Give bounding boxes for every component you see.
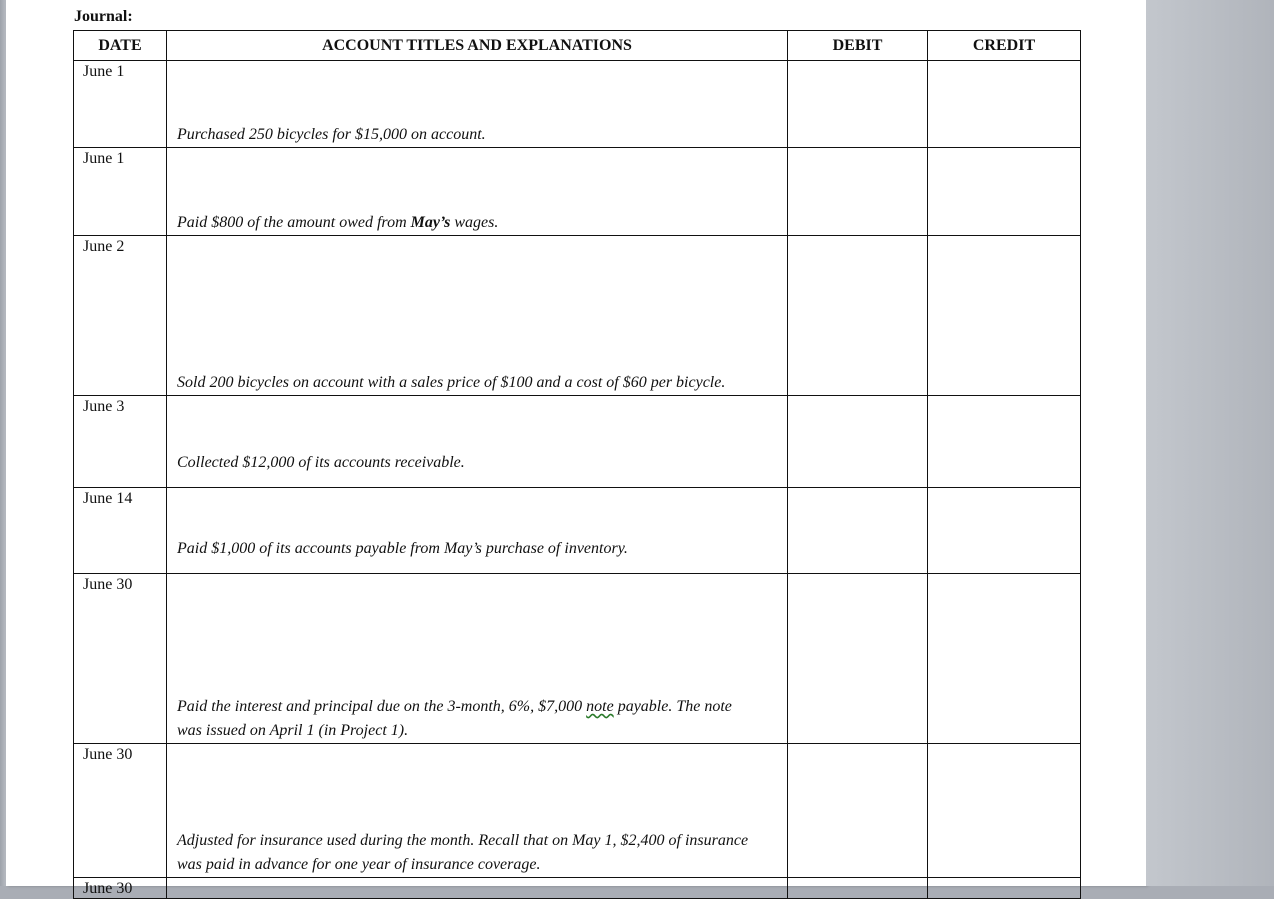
credit-cell[interactable] (928, 574, 1081, 744)
entry-description[interactable]: Purchased 250 bicycles for $15,000 on account. (167, 61, 788, 148)
journal-row (74, 744, 1081, 878)
credit-cell[interactable] (928, 744, 1081, 878)
credit-cell[interactable] (928, 148, 1081, 236)
credit-column-header: CREDIT (928, 31, 1081, 61)
entry-description[interactable] (167, 574, 788, 744)
debit-cell[interactable] (788, 148, 928, 236)
entry-description[interactable] (167, 148, 788, 236)
debit-cell[interactable] (788, 236, 928, 396)
entry-description[interactable]: Paid $1,000 of its accounts payable from May’s purchase of inventory. (167, 488, 788, 574)
entry-date: June 1 (74, 148, 167, 236)
journal-table (73, 30, 1081, 899)
credit-cell[interactable] (928, 488, 1081, 574)
account-column-header: ACCOUNT TITLES AND EXPLANATIONS (167, 31, 788, 61)
entry-description[interactable]: Sold 200 bicycles on account with a sales price of $100 and a cost of $60 per bicycle. (167, 236, 788, 396)
debit-cell[interactable] (788, 574, 928, 744)
journal-row (74, 488, 1081, 574)
entry-date: June 30 (74, 878, 167, 899)
spellcheck-flagged-word[interactable]: note (586, 698, 614, 715)
debit-cell[interactable] (788, 744, 928, 878)
entry-description[interactable] (167, 878, 788, 899)
credit-cell[interactable] (928, 236, 1081, 396)
entry-date: June 2 (74, 236, 167, 396)
entry-date: June 14 (74, 488, 167, 574)
journal-row (74, 396, 1081, 488)
credit-cell[interactable] (928, 878, 1081, 899)
debit-cell[interactable] (788, 61, 928, 148)
debit-cell[interactable] (788, 878, 928, 899)
description-text: Paid the interest and principal due on the 3-month, 6%, $7,000 (177, 698, 587, 715)
journal-row (74, 236, 1081, 396)
journal-row (74, 148, 1081, 236)
journal-row (74, 878, 1081, 899)
debit-cell[interactable] (788, 488, 928, 574)
entry-description[interactable]: Adjusted for insurance used during the month. Recall that on May 1, $2,400 of insurance was paid in advance for one year of insurance coverage. (167, 744, 788, 878)
entry-description[interactable]: Collected $12,000 of its accounts receivable. (167, 396, 788, 488)
description-text: payable. The note was issued on April 1 (in Project 1). (177, 698, 732, 739)
journal-row (74, 574, 1081, 744)
entry-date: June 1 (74, 61, 167, 148)
date-column-header: DATE (74, 31, 167, 61)
entry-date: June 30 (74, 744, 167, 878)
description-text: wages. (450, 214, 499, 231)
description-text: Paid $800 of the amount owed from (177, 214, 411, 231)
debit-cell[interactable] (788, 396, 928, 488)
document-page[interactable] (6, 0, 1146, 897)
entry-date: June 3 (74, 396, 167, 488)
journal-row (74, 61, 1081, 148)
description-bold-text: May’s (410, 214, 451, 231)
entry-date: June 30 (74, 574, 167, 744)
credit-cell[interactable] (928, 396, 1081, 488)
journal-header-row (74, 31, 1081, 61)
journal-heading: Journal: (74, 8, 133, 25)
window-background (1146, 0, 1274, 886)
debit-column-header: DEBIT (788, 31, 928, 61)
credit-cell[interactable] (928, 61, 1081, 148)
